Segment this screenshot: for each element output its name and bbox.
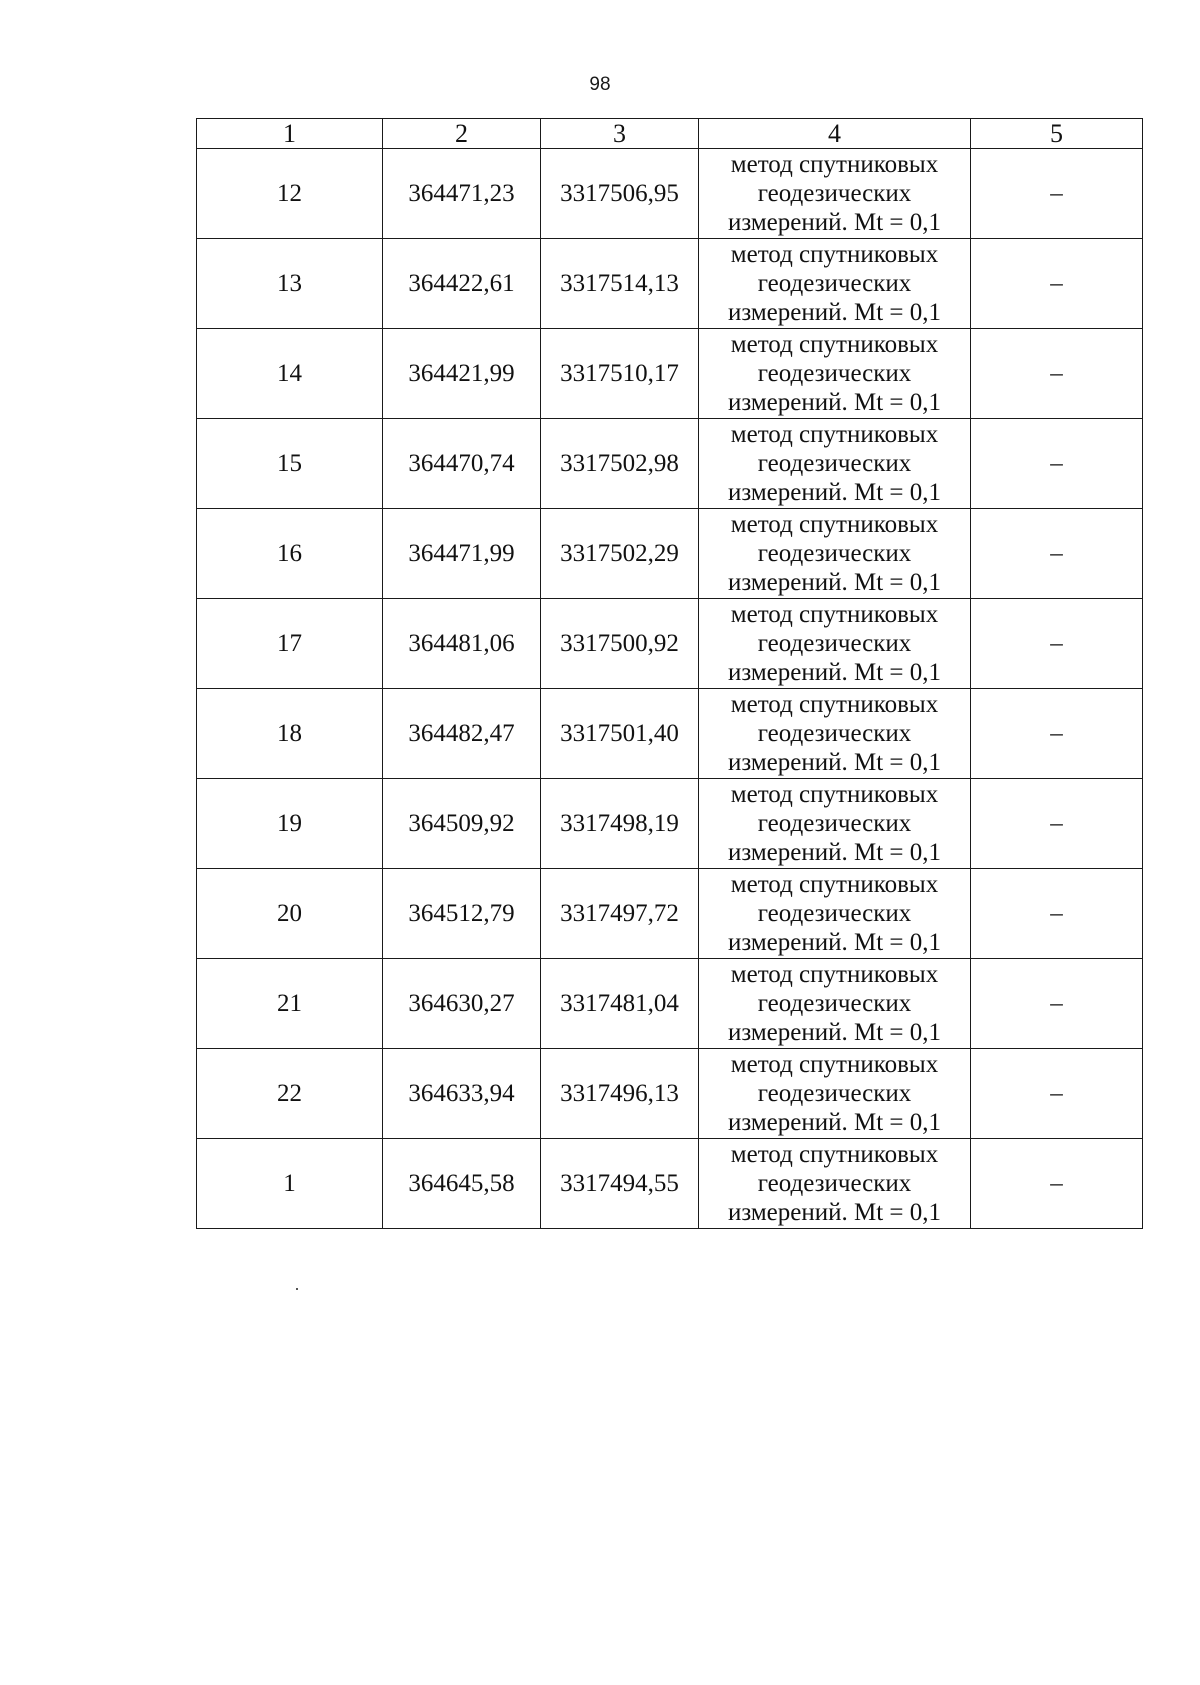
- note-cell: –: [971, 779, 1143, 869]
- method-text-line: метод спутниковых: [730, 961, 939, 988]
- table-row: [197, 869, 1143, 959]
- method-text-line: измерений. Mt = 0,1: [727, 1109, 942, 1136]
- table-row: [197, 599, 1143, 689]
- column-header-y: 3: [541, 119, 699, 149]
- method-text-line: измерений. Mt = 0,1: [727, 749, 942, 776]
- point-number-cell: 1: [197, 1139, 383, 1229]
- coordinates-table: [196, 118, 1143, 1229]
- method-cell: [699, 869, 971, 959]
- point-number-cell: 17: [197, 599, 383, 689]
- column-header-method: 4: [699, 119, 971, 149]
- y-coordinate-cell: 3317502,29: [541, 509, 699, 599]
- y-coordinate-cell: 3317514,13: [541, 239, 699, 329]
- point-number-cell: 19: [197, 779, 383, 869]
- table-row: [197, 149, 1143, 239]
- x-coordinate-cell: 364512,79: [383, 869, 541, 959]
- table-row: [197, 419, 1143, 509]
- x-coordinate-cell: 364421,99: [383, 329, 541, 419]
- point-number-cell: 22: [197, 1049, 383, 1139]
- method-text-line: геодезических: [757, 990, 912, 1017]
- point-number-cell: 12: [197, 149, 383, 239]
- table-row: [197, 689, 1143, 779]
- header-row: [197, 119, 1143, 149]
- method-text-line: измерений. Mt = 0,1: [727, 1019, 942, 1046]
- y-coordinate-cell: 3317500,92: [541, 599, 699, 689]
- method-text-line: метод спутниковых: [730, 781, 939, 808]
- method-cell: [699, 509, 971, 599]
- page-number: 98: [589, 74, 611, 95]
- x-coordinate-cell: 364630,27: [383, 959, 541, 1049]
- method-text-line: измерений. Mt = 0,1: [727, 929, 942, 956]
- scan-speck: [296, 1288, 298, 1290]
- method-text-line: геодезических: [757, 720, 912, 747]
- y-coordinate-cell: 3317496,13: [541, 1049, 699, 1139]
- y-coordinate-cell: 3317506,95: [541, 149, 699, 239]
- note-cell: –: [971, 869, 1143, 959]
- column-header-note: 5: [971, 119, 1143, 149]
- method-text-line: метод спутниковых: [730, 331, 939, 358]
- method-text-line: геодезических: [757, 810, 912, 837]
- method-text-line: геодезических: [757, 1080, 912, 1107]
- method-text-line: метод спутниковых: [730, 241, 939, 268]
- method-cell: [699, 149, 971, 239]
- note-cell: –: [971, 329, 1143, 419]
- method-cell: [699, 329, 971, 419]
- note-cell: –: [971, 239, 1143, 329]
- x-coordinate-cell: 364482,47: [383, 689, 541, 779]
- method-text-line: измерений. Mt = 0,1: [727, 659, 942, 686]
- method-text-line: метод спутниковых: [730, 1051, 939, 1078]
- y-coordinate-cell: 3317502,98: [541, 419, 699, 509]
- method-text-line: геодезических: [757, 630, 912, 657]
- note-cell: –: [971, 959, 1143, 1049]
- table-row: [197, 329, 1143, 419]
- x-coordinate-cell: 364470,74: [383, 419, 541, 509]
- x-coordinate-cell: 364471,23: [383, 149, 541, 239]
- method-text-line: измерений. Mt = 0,1: [727, 1199, 942, 1226]
- point-number-cell: 20: [197, 869, 383, 959]
- method-text-line: геодезических: [757, 540, 912, 567]
- point-number-cell: 21: [197, 959, 383, 1049]
- method-text-line: метод спутниковых: [730, 1141, 939, 1168]
- table-row: [197, 509, 1143, 599]
- method-cell: [699, 959, 971, 1049]
- method-text-line: измерений. Mt = 0,1: [727, 569, 942, 596]
- y-coordinate-cell: 3317481,04: [541, 959, 699, 1049]
- x-coordinate-cell: 364481,06: [383, 599, 541, 689]
- method-text-line: геодезических: [757, 900, 912, 927]
- note-cell: –: [971, 599, 1143, 689]
- y-coordinate-cell: 3317498,19: [541, 779, 699, 869]
- y-coordinate-cell: 3317510,17: [541, 329, 699, 419]
- point-number-cell: 16: [197, 509, 383, 599]
- method-text-line: метод спутниковых: [730, 151, 939, 178]
- table-body: [197, 149, 1143, 1229]
- point-number-cell: 14: [197, 329, 383, 419]
- table-row: [197, 239, 1143, 329]
- method-text-line: измерений. Mt = 0,1: [727, 839, 942, 866]
- note-cell: –: [971, 1139, 1143, 1229]
- method-text-line: метод спутниковых: [730, 511, 939, 538]
- note-cell: –: [971, 509, 1143, 599]
- method-text-line: метод спутниковых: [730, 601, 939, 628]
- y-coordinate-cell: 3317501,40: [541, 689, 699, 779]
- note-cell: –: [971, 689, 1143, 779]
- table-row: [197, 1049, 1143, 1139]
- x-coordinate-cell: 364422,61: [383, 239, 541, 329]
- method-cell: [699, 419, 971, 509]
- point-number-cell: 18: [197, 689, 383, 779]
- y-coordinate-cell: 3317494,55: [541, 1139, 699, 1229]
- x-coordinate-cell: 364633,94: [383, 1049, 541, 1139]
- method-text-line: геодезических: [757, 1170, 912, 1197]
- method-text-line: измерений. Mt = 0,1: [727, 209, 942, 236]
- point-number-cell: 15: [197, 419, 383, 509]
- method-text-line: метод спутниковых: [730, 421, 939, 448]
- method-cell: [699, 689, 971, 779]
- method-text-line: метод спутниковых: [730, 871, 939, 898]
- method-text-line: геодезических: [757, 180, 912, 207]
- table-header: [197, 119, 1143, 149]
- method-text-line: метод спутниковых: [730, 691, 939, 718]
- method-text-line: геодезических: [757, 450, 912, 477]
- method-text-line: измерений. Mt = 0,1: [727, 299, 942, 326]
- method-text-line: геодезических: [757, 360, 912, 387]
- x-coordinate-cell: 364471,99: [383, 509, 541, 599]
- note-cell: –: [971, 149, 1143, 239]
- table-row: [197, 1139, 1143, 1229]
- method-text-line: измерений. Mt = 0,1: [727, 389, 942, 416]
- method-cell: [699, 779, 971, 869]
- column-header-x: 2: [383, 119, 541, 149]
- column-header-point: 1: [197, 119, 383, 149]
- point-number-cell: 13: [197, 239, 383, 329]
- table-row: [197, 959, 1143, 1049]
- x-coordinate-cell: 364645,58: [383, 1139, 541, 1229]
- note-cell: –: [971, 1049, 1143, 1139]
- method-text-line: измерений. Mt = 0,1: [727, 479, 942, 506]
- method-cell: [699, 1049, 971, 1139]
- method-cell: [699, 1139, 971, 1229]
- note-cell: –: [971, 419, 1143, 509]
- x-coordinate-cell: 364509,92: [383, 779, 541, 869]
- y-coordinate-cell: 3317497,72: [541, 869, 699, 959]
- method-text-line: геодезических: [757, 270, 912, 297]
- table-row: [197, 779, 1143, 869]
- method-cell: [699, 599, 971, 689]
- method-cell: [699, 239, 971, 329]
